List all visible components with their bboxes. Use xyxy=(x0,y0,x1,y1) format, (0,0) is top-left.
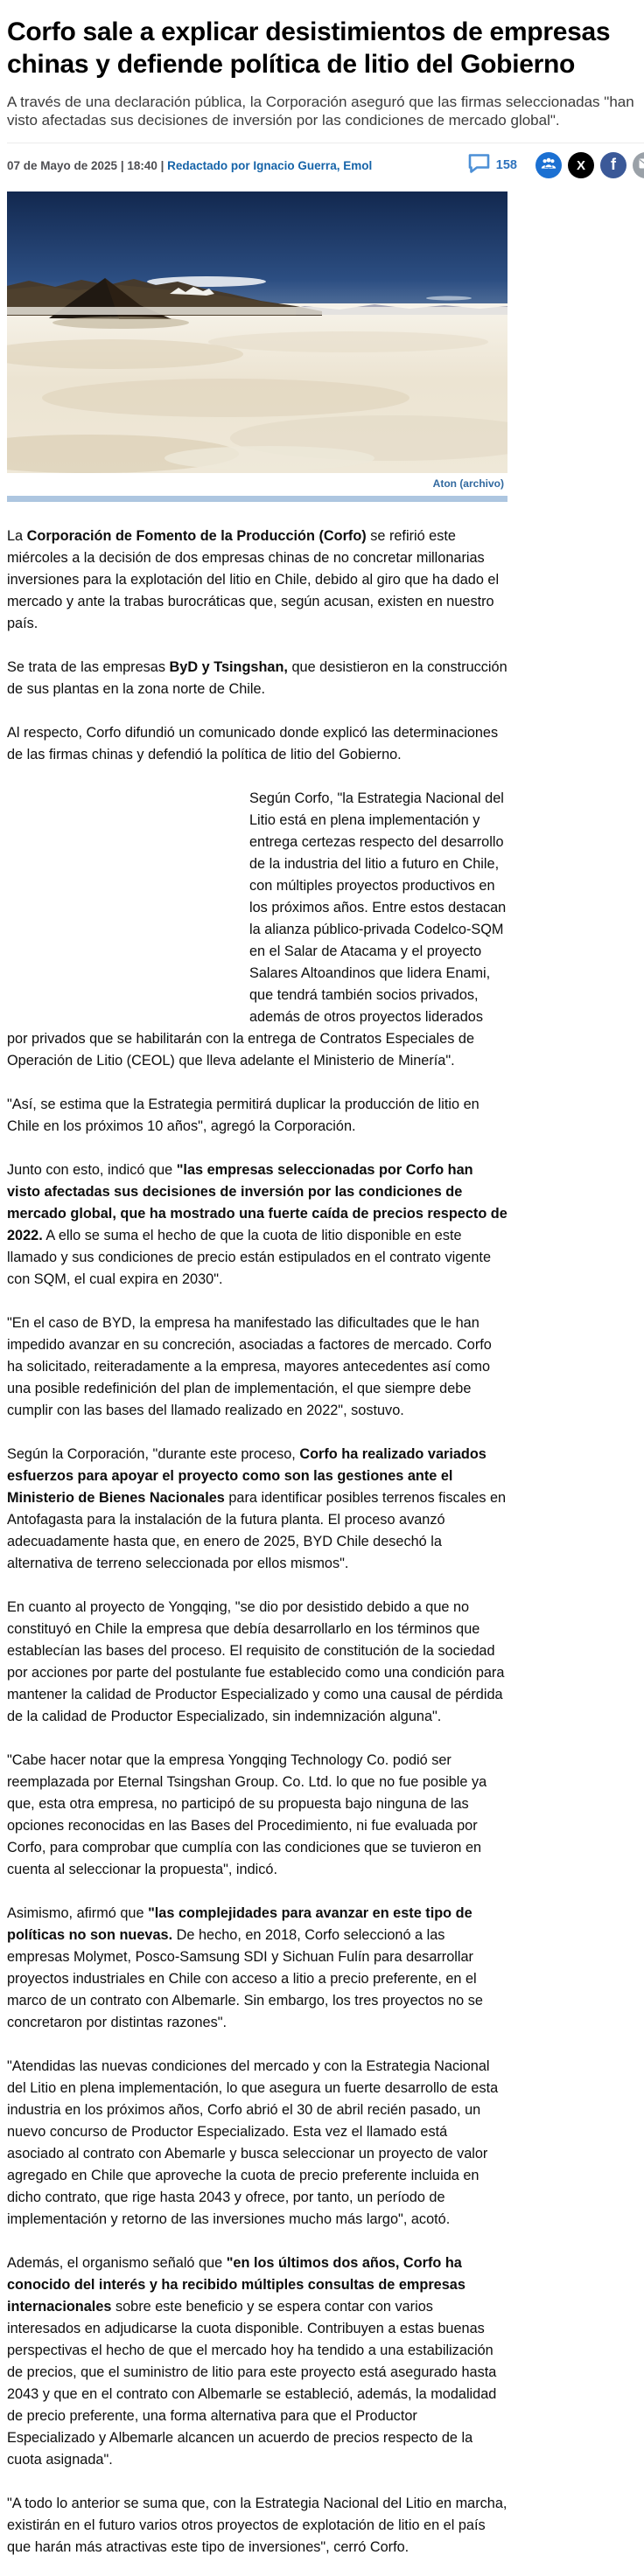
paragraph-text: "Así, se estima que la Estrategia permitirá duplicar la producción de litio en Chile en los próximos 10 años", agregó la Corporación. xyxy=(7,1097,480,1134)
article-paragraph xyxy=(7,657,508,700)
paragraph-text: Además, el organismo señaló que xyxy=(7,2255,227,2271)
photo-divider-bar xyxy=(7,496,508,502)
paragraph-text: "Cabe hacer notar que la empresa Yongqing Technology Co. podió ser reemplazada por Eternal Tsingshan Group. Co. Ltd. lo que no fue posible ya que, esta otra empresa, no participó de su propuesta bajo ninguna de las opciones reconocidas en las Bases del Procedimiento, ni fue evaluada por Corfo, para comprobar que cumplía con las condiciones que se tuvieron en cuenta al seleccionar la propuesta", indicó. xyxy=(7,1752,486,1877)
paragraph-text: En cuanto al proyecto de Yongqing, "se dio por desistido debido a que no constituyó en Chile la empresa que debía desarrollarlo en los términos que establecían las bases del proceso. El requisito de constitución de la sociedad por acciones por parte del postulante fue establecido como una condición para mantener la calidad de Productor Especializado y como una causal de pérdida de la calidad de Productor Especializado, sin indemnización alguna". xyxy=(7,1599,504,1724)
empty-ad-slot xyxy=(7,788,249,1024)
paragraph-bold-text: ByD y Tsingshan, xyxy=(170,659,288,675)
publish-datetime: 07 de Mayo de 2025 | 18:40 | xyxy=(7,159,167,172)
share-x-button[interactable] xyxy=(568,152,594,178)
people-group-icon xyxy=(541,157,556,174)
paragraph-text: Según la Corporación, "durante este proceso, xyxy=(7,1446,299,1462)
paragraph-text: "Atendidas las nuevas condiciones del mercado y con la Estrategia Nacional del Litio en plena implementación, lo que asegura un fuerte desarrollo de esta industria en los próximos años, Corfo abrió el 30 de abril recién pasado, un nuevo concurso de Productor Especializado. Esta vez el llamado está asociado al contrato con Abemarle y busca seleccionar un proyecto de valor agregado en Chile que aproveche la cuota de precio preferente incluida en dicho contrato, que rige hasta 2043 y ofrece, por tanto, un período de implementación y retorno de las inversiones mucho más largo", acotó. xyxy=(7,2058,498,2227)
paragraph-text: De hecho, en 2018, Corfo seleccionó a las empresas Molymet, Posco-Samsung SDI y Sichuan Fulín para desarrollar proyectos industriales en Chile con acceso a litio a precio preferente, en el marco de un contrato con Albemarle. Sin embargo, los tres proyectos no se concretaron por distintas razones". xyxy=(7,1927,483,2030)
article-subtitle: A través de una declaración pública, la Corporación aseguró que las firmas seleccionadas "han visto afectadas sus decisiones de inversión por las condiciones de mercado global". xyxy=(7,93,642,129)
paragraph-text: que desistieron en la construcción de sus plantas en la zona norte de Chile. xyxy=(7,659,508,697)
paragraph-text: se refirió este miércoles a la decisión de dos empresas chinas de no concretar millonarias inversiones para la explotación del litio en Chile, debido al giro que ha dado el mercado y ante la trabas burocráticas que, según acusan, existen en nuestro país. xyxy=(7,528,499,631)
share-people-button[interactable] xyxy=(536,152,562,178)
share-email-button[interactable] xyxy=(633,152,644,178)
paragraph-text: Al respecto, Corfo difundió un comunicado donde explicó las determinaciones de las firmas chinas y defendió la política de litio del Gobierno. xyxy=(7,725,498,762)
paragraph-text: "En el caso de BYD, la empresa ha manifestado las dificultades que le han impedido avanzar en su concreción, asociadas a factores de mercado. Corfo ha solicitado, reiteradamente a la empresa, mayores antecedentes así como una posible redefinición del plan de implementación, el que siempre debe cumplir con las bases del llamado realizado en 2022", sostuvo. xyxy=(7,1315,492,1418)
article-paragraph xyxy=(7,526,508,635)
share-bar xyxy=(467,152,644,178)
email-icon xyxy=(639,157,644,173)
paragraph-bold-text: "las complejidades para avanzar en este tipo de políticas no son nuevas. xyxy=(7,1905,472,1943)
article-paragraph xyxy=(7,1903,508,2034)
paragraph-text: sobre este beneficio y se espera contar con varios interesados en adjudicarse la cuota disponible. Contribuyen a estas buenas perspectivas el hecho de que el mercado hoy ha tendido a una estabilización de precios, que el suministro de litio para este proyecto está asegurado hasta 2043 y que en el contrato con Albemarle se estableció, además, la modalidad de precio preferente, una forma alternativa para que el Productor Especializado y Albemarle alcancen un acuerdo de precios respecto de la cuota asignada". xyxy=(7,2299,496,2468)
page-title: Corfo sale a explicar desistimientos de empresas chinas y defiende política de litio del Gobierno xyxy=(7,16,642,80)
article-paragraph xyxy=(7,2252,508,2471)
paragraph-text: Se trata de las empresas xyxy=(7,659,170,675)
author-link[interactable]: Redactado por Ignacio Guerra, Emol xyxy=(167,159,372,172)
paragraph-text: Asimismo, afirmó que xyxy=(7,1905,148,1921)
article-body xyxy=(7,526,508,2559)
article-paragraph xyxy=(7,2493,508,2559)
facebook-icon: f xyxy=(611,156,616,174)
paragraph-bold-text: Corporación de Fomento de la Producción (Corfo) xyxy=(27,528,367,544)
paragraph-bold-text: "en los últimos dos años, Corfo ha conocido del interés y ha recibido múltiples consultas de empresas internacionales xyxy=(7,2255,466,2315)
paragraph-text: "A todo lo anterior se suma que, con la Estrategia Nacional del Litio en marcha, existirán en el futuro varios otros proyectos de explotación de litio en el país que harán más atractivas este tipo de inversiones", cerró Corfo. xyxy=(7,2496,507,2555)
share-facebook-button[interactable] xyxy=(600,152,626,178)
comment-bubble-icon xyxy=(467,153,491,178)
photo-credit: Aton (archivo) xyxy=(7,473,508,496)
meta-row xyxy=(7,143,644,178)
article-paragraph xyxy=(7,1597,508,1728)
article-figure xyxy=(7,191,508,502)
article-paragraph xyxy=(7,722,508,766)
paragraph-text: Según Corfo, "la Estrategia Nacional del Litio está en plena implementación y entrega certezas respecto del desarrollo de la industria del litio a futuro en Chile, con múltiples proyectos productivos en los próximos años. Entre estos destacan la alianza público-privada Codelco-SQM en el Salar de Atacama y el proyecto Salares Altoandinos que lidera Enami, que tendrá también socios privados, además de otros proyectos liderados por privados que se habilitarán con la entrega de Contratos Especiales de Operación de Litio (CEOL) que lleva adelante el Ministerio de Minería". xyxy=(7,790,506,1069)
paragraph-text: Junto con esto, indicó que xyxy=(7,1162,177,1178)
article-meta xyxy=(7,159,372,172)
paragraph-text: A ello se suma el hecho de que la cuota de litio disponible en este llamado y sus condiciones de precio están estipulados en el contrato vigente con SQM, el cual expira en 2030". xyxy=(7,1228,491,1287)
article-paragraph xyxy=(7,788,508,1072)
comments-count: 158 xyxy=(496,158,517,172)
article-paragraph xyxy=(7,1312,508,1422)
paragraph-text: La xyxy=(7,528,27,544)
article-paragraph xyxy=(7,1159,508,1291)
article-paragraph xyxy=(7,1094,508,1138)
paragraph-bold-text: "las empresas seleccionadas por Corfo han visto afectadas sus decisiones de inversión por las condiciones de mercado global, que ha mostrado una fuerte caída de precios respecto de 2022. xyxy=(7,1162,508,1243)
x-twitter-icon: X xyxy=(577,158,585,173)
article-paragraph xyxy=(7,1444,508,1575)
comments-button[interactable] xyxy=(467,153,517,178)
article-paragraph xyxy=(7,2056,508,2231)
article-paragraph xyxy=(7,1750,508,1881)
paragraph-text: para identificar posibles terrenos fiscales en Antofagasta para la instalación de la futura planta. El proceso avanzó adecuadamente hasta que, en enero de 2025, BYD Chile desechó la alternativa de terreno seleccionada por ellos mismos". xyxy=(7,1490,506,1571)
paragraph-bold-text: Corfo ha realizado variados esfuerzos para apoyar el proyecto como son las gestiones ante el Ministerio de Bienes Nacionales xyxy=(7,1446,486,1506)
article-photo xyxy=(7,191,508,473)
